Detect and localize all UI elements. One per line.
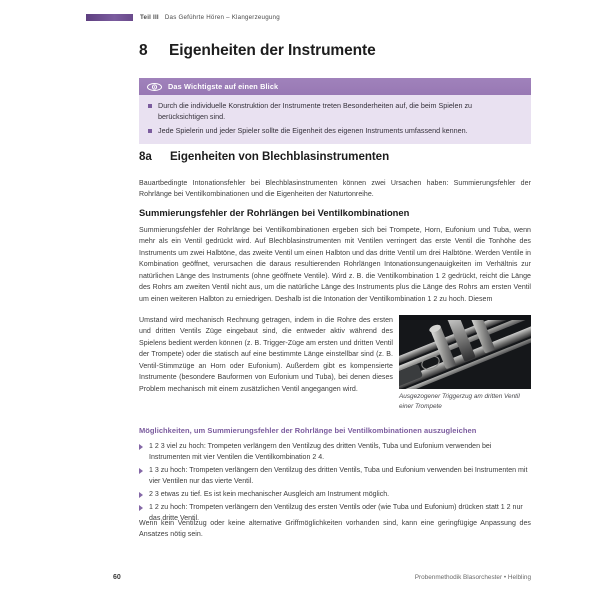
footer-source: Probenmethodik Blasorchester • Helbling	[414, 574, 531, 581]
triangle-bullet-icon	[139, 468, 143, 474]
running-header	[86, 14, 280, 21]
closing-paragraph: Wenn kein Ventilzug oder keine alternative Griffmöglichkeiten vorhanden sind, kann eine geringfügige Anpassung des Ansatzes nötig sein.	[139, 520, 531, 539]
subsection-paragraph-wide: Summierungsfehler der Rohrlänge bei Ventilkombinationen ergeben sich bei Trompete, Horn, Eufonium und Tuba, wenn mehr als ein Ventil gedrückt wird. Auf Blechblasinstrumenten mit Ventilen verringert das erste Ventil die Tonhöhe des Instruments um zwei Halbtöne, das zweite Ventil um einen Halbton und das dritte Ventil um drei Halbtöne. Werden Ventile in Kombination geöffnet, verursachen die daraus resultierenden Rohrlängen Intonationsungenauigkeiten im Verhältnis zur natürlichen Länge des Instruments (ohne geöffnete Ventile). Wird z. B. die Ventilkombination 1 2 gedrückt, reicht die Länge des Rohrs am zweiten Ventil nicht aus, um die natürliche Länge des Instruments plus die Länge des Rohrs am ersten Ventil um einen weiteren Halbton zu erniedrigen. Deshalb ist die Intonation der Ventilkombination 1 2 zu hoch. Diesem	[139, 227, 531, 303]
key-points-box	[139, 78, 531, 144]
list-item	[148, 125, 521, 136]
list-item-text: 1 2 zu hoch: Trompeten verlängern den Ventilzug des ersten Ventils oder (wie Tuba und Eufonium) drücken statt 1 2 nur das dritte Ventil.	[149, 503, 523, 523]
chapter-number: 8	[139, 42, 148, 59]
key-points-box-body	[139, 95, 531, 144]
options-list-heading: Möglichkeiten, um Summierungsfehler der Rohrlänge bei Ventilkombinationen auszugleichen	[139, 426, 477, 435]
list-item	[139, 465, 531, 488]
list-item-text: 1 2 3 viel zu hoch: Trompeten verlängern den Ventilzug des dritten Ventils, Tuba und Eufonium verwenden bei Instrumenten mit vier Ventilen die Ventilkombination 2 4.	[149, 443, 492, 462]
square-bullet-icon	[148, 104, 152, 108]
key-point-text: Durch die individuelle Konstruktion der Instrumente treten Besonderheiten auf, die beim Spielen zu berücksichtigen sind.	[158, 101, 473, 122]
chapter-title	[139, 42, 376, 60]
list-item-text: 2 3 etwas zu tief. Es ist kein mechanischer Ausgleich am Instrument möglich.	[149, 491, 390, 499]
section-intro-paragraph: Bauartbedingte Intonationsfehler bei Blechblasinstrumenten können zwei Ursachen haben: Summierungsfehler der Rohrlänge bei Ventilkombinationen und die Eigenheiten der Naturtonreihe.	[139, 180, 531, 199]
section-heading	[139, 150, 389, 163]
key-point-text: Jede Spielerin und jeder Spieler sollte die Eigenheit des eigenen Instruments umfassend kennen.	[158, 126, 468, 136]
trumpet-photo	[399, 315, 531, 389]
subsection-heading: Summierungsfehler der Rohrlängen bei Ventilkombinationen	[139, 207, 410, 218]
section-heading-text: Eigenheiten von Blechblasinstrumenten	[170, 150, 390, 163]
list-item	[139, 441, 531, 464]
triangle-bullet-icon	[139, 444, 143, 450]
subsection-paragraph-narrow: Umstand wird mechanisch Rechnung getragen, indem in die Rohre des ersten und dritten Ventils Züge eingebaut sind, die entweder aktiv während des Spielens bedient werden können (z. B. Trigger-Züge am ersten und dritten Ventil der Trompete) oder die statisch auf eine bestimmte Länge einstellbar sind (z. B. Ventil-Stimmzüge an Horn oder Eufonium). Außerdem gibt es kompensierte Instrumente (besondere Bauformen von Eufonium und Tuba), bei denen dieses Problem mechanisch mit einem zusätzlichen Ventil angegangen wird.	[139, 317, 393, 393]
options-list	[139, 441, 531, 526]
square-bullet-icon	[148, 129, 152, 133]
list-item	[139, 489, 531, 500]
eye-icon	[147, 83, 162, 91]
list-item	[148, 100, 521, 122]
triangle-bullet-icon	[139, 505, 143, 511]
triangle-bullet-icon	[139, 492, 143, 498]
chapter-title-text: Eigenheiten der Instrumente	[169, 42, 376, 59]
running-header-title: Das Geführte Hören – Klangerzeugung	[164, 14, 280, 21]
list-item-text: 1 3 zu hoch: Trompeten verlängern den Ventilzug des dritten Ventils, Tuba und Eufonium verwenden bei Instrumenten mit vier Ventilen nur das vierte Ventil.	[149, 467, 528, 486]
section-number: 8a	[139, 150, 152, 163]
footer-page-number: 60	[113, 574, 121, 581]
running-header-text	[140, 14, 280, 21]
running-header-part: Teil III	[140, 14, 159, 21]
header-accent-bar	[86, 14, 133, 21]
key-points-box-heading: Das Wichtigste auf einen Blick	[168, 82, 279, 91]
key-points-box-header	[139, 78, 531, 95]
photo-caption: Ausgezogener Triggerzug am dritten Ventil einer Trompete	[399, 393, 520, 410]
